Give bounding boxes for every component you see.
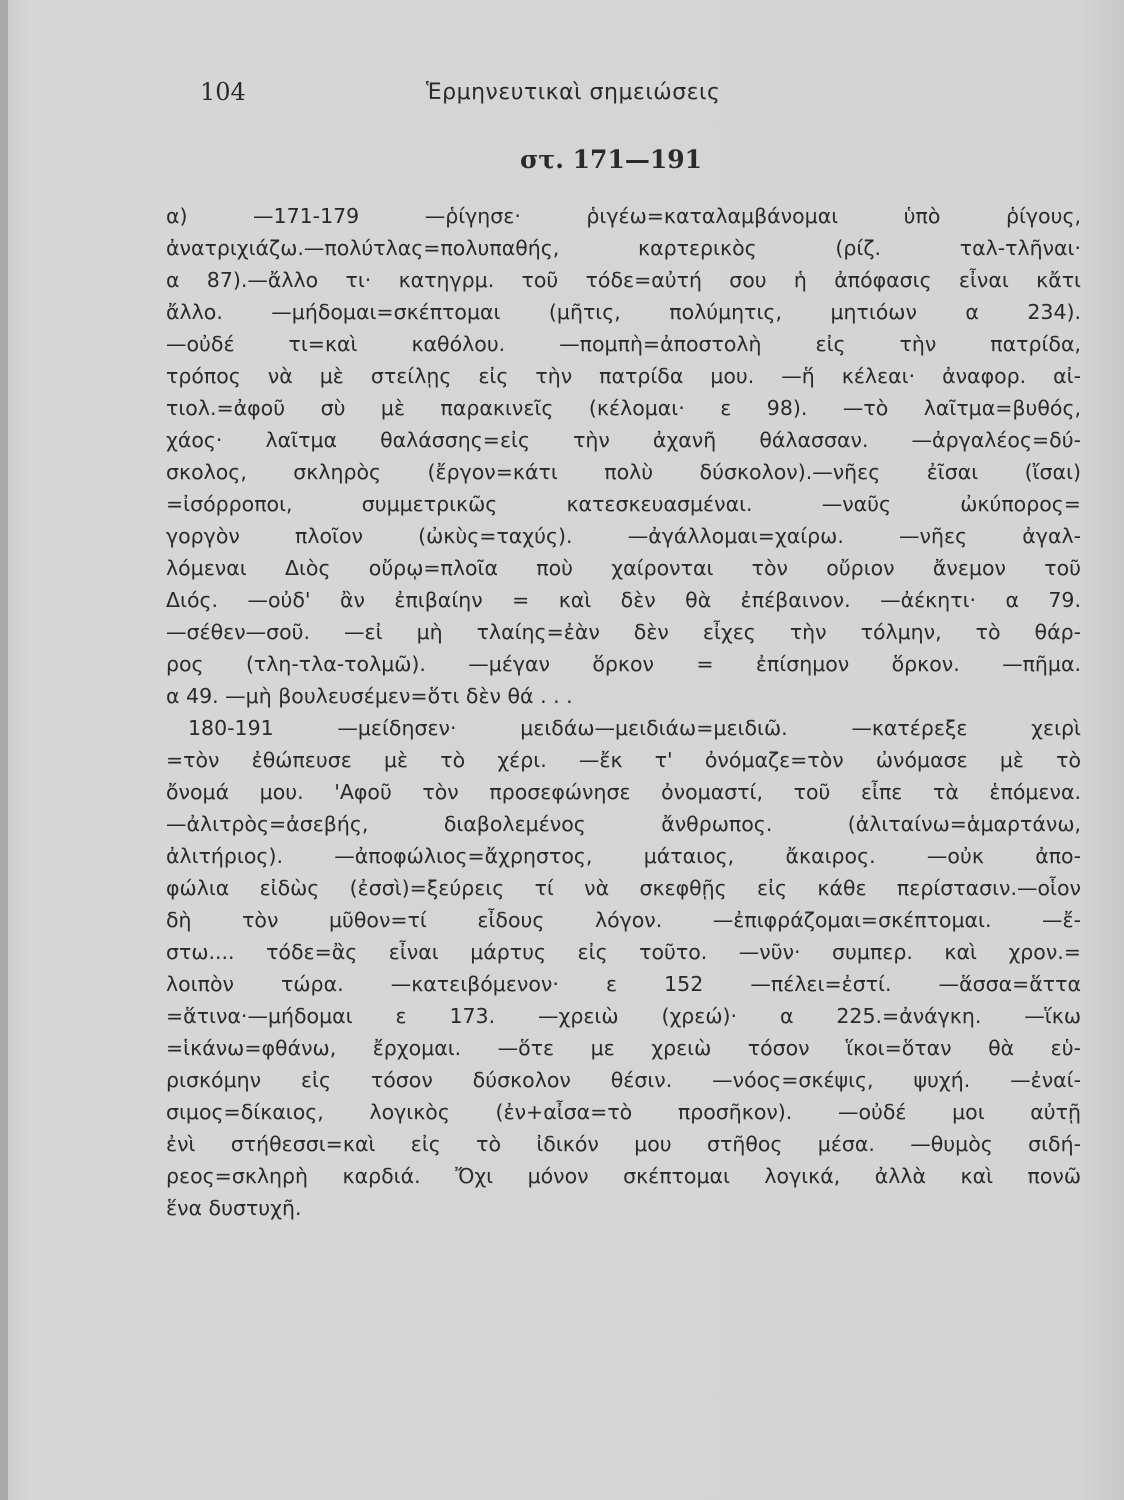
text-line: σιμος=δίκαιος, λογικὸς (ἐν+αἶσα=τὸ προσῆκον). —οὐδέ μοι αὐτῇ: [166, 1100, 1081, 1124]
text-line: 180-191 —μείδησεν· μειδάω—μειδιάω=μειδιῶ. —κατέρεξε χειρὶ: [188, 716, 1081, 740]
text-line: α 87).—ἄλλο τι· κατηγρμ. τοῦ τόδε=αὐτή σου ἡ ἀπόφασις εἶναι κἄτι: [166, 268, 1081, 292]
text-line: ρος (τλη-τλα-τολμῶ). —μέγαν ὅρκον = ἐπίσημον ὅρκον. —πῆμα.: [166, 652, 1081, 676]
text-line: σκολος, σκληρὸς (ἔργον=κάτι πολὺ δύσκολον).—νῆες ἐῖσαι (ἴσαι): [166, 460, 1081, 484]
text-line: =ἅτινα·—μήδομαι ε 173. —χρειὼ (χρεώ)· α 225.=ἀνάγκη. —ἵκω: [166, 1004, 1081, 1028]
text-line: α 49. —μὴ βουλευσέμεν=ὅτι δὲν θά . . .: [166, 684, 573, 708]
page-number: 104: [200, 78, 246, 106]
text-line: =ἰσόρροποι, συμμετρικῶς κατεσκευασμέναι. —ναῦς ὠκύπορος=: [166, 492, 1081, 516]
text-line: ἄλλο. —μήδομαι=σκέπτομαι (μῆτις, πολύμητις, μητιόων α 234).: [166, 300, 1081, 324]
text-line: ρισκόμην εἰς τόσον δύσκολον θέσιν. —νόος=σκέψις, ψυχή. —ἐναί-: [166, 1068, 1081, 1092]
text-line: —σέθεν—σοῦ. —εἰ μὴ τλαίης=ἐὰν δὲν εἶχες τὴν τόλμην, τὸ θάρ-: [166, 620, 1081, 644]
text-line: φώλια εἰδὼς (ἐσσὶ)=ξεύρεις τί νὰ σκεφθῇς εἰς κάθε περίστασιν.—οἷον: [166, 876, 1081, 900]
text-line: λόμεναι Διὸς οὔρῳ=πλοῖα ποὺ χαίρονται τὸν οὔριον ἄνεμον τοῦ: [166, 556, 1081, 580]
text-line: α) —171-179 —ῥίγησε· ῥιγέω=καταλαμβάνομαι ὑπὸ ῥίγους,: [166, 204, 1081, 228]
text-line: γοργὸν πλοῖον (ὠκὺς=ταχύς). —ἀγάλλομαι=χαίρω. —νῆες ἀγαλ-: [166, 524, 1081, 548]
text-line: τρόπος νὰ μὲ στείλῃς εἰς τὴν πατρίδα μου. —ἥ κέλεαι· ἀναφορ. αἰ-: [166, 364, 1081, 388]
text-line: Διός. —οὐδ' ἂν ἐπιβαίην = καὶ δὲν θὰ ἐπέβαινον. —ἀέκητι· α 79.: [166, 588, 1081, 612]
text-line: τιολ.=ἀφοῦ σὺ μὲ παρακινεῖς (κέλομαι· ε 98). —τὸ λαῖτμα=βυθός,: [166, 396, 1081, 420]
page-edge: [0, 0, 8, 1500]
text-line: =τὸν ἐθώπευσε μὲ τὸ χέρι. —ἔκ τ' ὀνόμαζε=τὸν ὠνόμασε μὲ τὸ: [166, 748, 1081, 772]
text-line: λοιπὸν τώρα. —κατειβόμενον· ε 152 —πέλει=ἐστί. —ἅσσα=ἅττα: [166, 972, 1081, 996]
commentary-body: [166, 200, 1081, 1224]
text-line: ἀνατριχιάζω.—πολύτλας=πολυπαθής, καρτερικὸς (ρίζ. ταλ-τλῆναι·: [166, 236, 1081, 260]
page-header: [200, 78, 800, 118]
text-line: ἐνὶ στήθεσσι=καὶ εἰς τὸ ἰδικόν μου στῆθος μέσα. —θυμὸς σιδή-: [166, 1132, 1081, 1156]
text-line: ὄνομά μου. 'Αφοῦ τὸν προσεφώνησε ὀνομαστί, τοῦ εἶπε τὰ ἑπόμενα.: [166, 780, 1081, 804]
text-line: δὴ τὸν μῦθον=τί εἶδους λόγον. —ἐπιφράζομαι=σκέπτομαι. —ἔ-: [166, 908, 1081, 932]
text-line: στω.... τόδε=ἂς εἶναι μάρτυς εἰς τοῦτο. —νῦν· συμπερ. καὶ χρον.=: [166, 940, 1081, 964]
section-title: στ. 171—191: [520, 145, 703, 174]
text-line: χάος· λαῖτμα θαλάσσης=εἰς τὴν ἀχανῆ θάλασσαν. —ἀργαλέος=δύ-: [166, 428, 1081, 452]
text-line: =ἱκάνω=φθάνω, ἔρχομαι. —ὅτε με χρειὼ τόσον ἵκοι=ὅταν θὰ εὑ-: [166, 1036, 1081, 1060]
text-line: —οὐδέ τι=καὶ καθόλου. —πομπὴ=ἀποστολὴ εἰς τὴν πατρίδα,: [166, 332, 1081, 356]
running-head: Ἑρμηνευτικαὶ σημειώσεις: [426, 80, 721, 105]
text-line: —ἀλιτρὸς=ἀσεβής, διαβολεμένος ἄνθρωπος. (ἀλιταίνω=ἁμαρτάνω,: [166, 812, 1081, 836]
text-line: ρεος=σκληρὴ καρδιά. Ὄχι μόνον σκέπτομαι λογικά, ἀλλὰ καὶ πονῶ: [166, 1164, 1081, 1188]
text-line: ἕνα δυστυχῆ.: [166, 1196, 302, 1220]
text-line: ἀλιτήριος). —ἀποφώλιος=ἄχρηστος, μάταιος, ἄκαιρος. —οὐκ ἀπο-: [166, 844, 1081, 868]
